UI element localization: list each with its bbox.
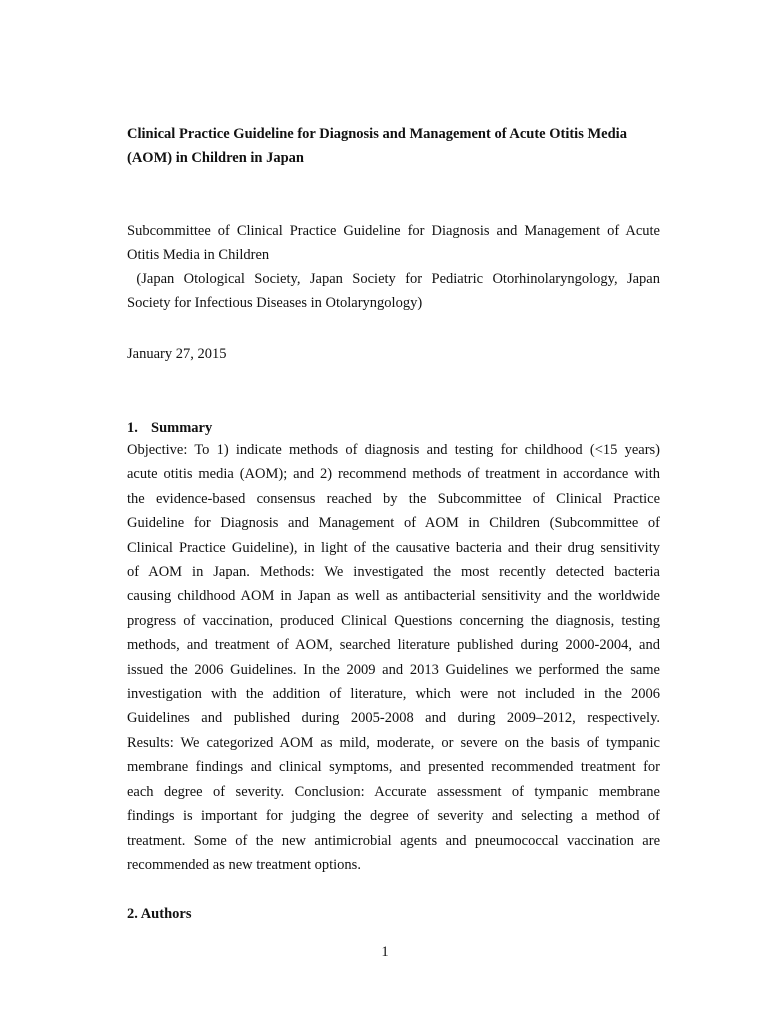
summary-line: issued the 2006 Guidelines. In the 2009 and 2013 Guidelines we performed the same	[127, 661, 660, 678]
subcommittee-line: (Japan Otological Society, Japan Society for Pediatric Otorhinolaryngology, Japan	[127, 271, 660, 287]
authors-heading	[127, 902, 660, 926]
authors-heading-text: 2. Authors	[127, 906, 192, 922]
summary-line: recommended as new treatment options.	[127, 856, 361, 873]
subcommittee-line: Subcommittee of Clinical Practice Guideline for Diagnosis and Management of Acute	[127, 223, 660, 239]
title-line: (AOM) in Children in Japan	[127, 150, 304, 166]
summary-heading-text: Summary	[151, 420, 213, 436]
subcommittee-line: Otitis Media in Children	[127, 247, 270, 263]
summary-line: Objective: To 1) indicate methods of diagnosis and testing for childhood (<15 years)	[127, 442, 660, 458]
summary-line: Results: We categorized AOM as mild, moderate, or severe on the basis of tympanic	[127, 734, 660, 751]
summary-heading-number: 1.	[127, 420, 138, 436]
summary-line: progress of vaccination, produced Clinical Questions concerning the diagnosis, testing	[127, 612, 660, 629]
summary-line: acute otitis media (AOM); and 2) recommend methods of treatment in accordance with	[127, 466, 660, 483]
summary-line: causing childhood AOM in Japan as well as antibacterial sensitivity and the worldwide	[127, 588, 660, 605]
summary-line: membrane findings and clinical symptoms, and presented recommended treatment for	[127, 759, 660, 776]
date-text: January 27, 2015	[127, 346, 227, 362]
summary-line: methods, and treatment of AOM, searched literature published during 2000‑2004, and	[127, 637, 660, 654]
summary-line: the evidence-based consensus reached by the Subcommittee of Clinical Practice	[127, 490, 660, 507]
summary-line: investigation with the addition of literature, which were not included in the 2006	[127, 686, 660, 703]
document-date	[127, 342, 660, 366]
summary-line: Guideline for Diagnosis and Management of AOM in Children (Subcommittee of	[127, 515, 660, 532]
summary-heading	[127, 416, 660, 440]
summary-line: findings is important for judging the degree of severity and selecting a method of	[127, 808, 660, 825]
document-title	[127, 122, 660, 170]
summary-line: Guidelines and published during 2005‑2008 and during 2009–2012, respectively.	[127, 710, 660, 727]
summary-line: treatment. Some of the new antimicrobial agents and pneumococcal vaccination are	[127, 832, 660, 849]
page-number: 1	[381, 944, 389, 960]
summary-line: of AOM in Japan. Methods: We investigated the most recently detected bacteria	[127, 564, 660, 581]
subcommittee-line: Society for Infectious Diseases in Otolaryngology)	[127, 295, 423, 311]
summary-body	[127, 438, 660, 877]
subcommittee-block	[127, 219, 660, 315]
title-line: Clinical Practice Guideline for Diagnosis and Management of Acute Otitis Media	[127, 126, 627, 142]
summary-line: each degree of severity. Conclusion: Accurate assessment of tympanic membrane	[127, 783, 660, 800]
summary-line: Clinical Practice Guideline), in light of the causative bacteria and their drug sensitivity	[127, 539, 660, 556]
